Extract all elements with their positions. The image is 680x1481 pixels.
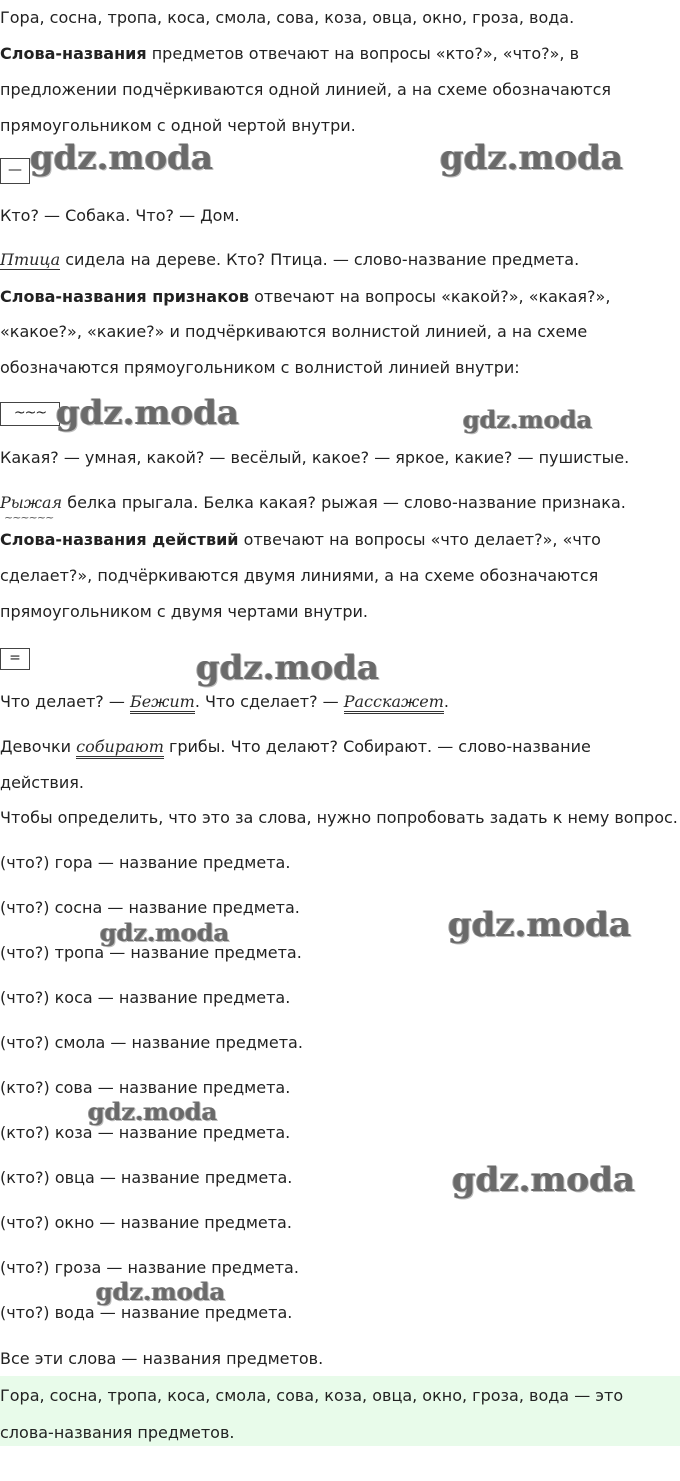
- bold-term: Слова-названия: [0, 44, 147, 63]
- answer-line: (что?) гора — название предмета.: [0, 853, 291, 872]
- final-answer-line: Гора, сосна, тропа, коса, смола, сова, коза, овца, окно, гроза, вода — это: [0, 1386, 624, 1405]
- example-text: белка прыгала. Белка какая? рыжая — слово-название признака.: [62, 493, 626, 512]
- example-text: сидела на дереве. Кто? Птица. — слово-название предмета.: [60, 250, 580, 269]
- rule-paragraph-line: прямоугольником с двумя чертами внутри.: [0, 602, 368, 621]
- answer-line: (кто?) коза — название предмета.: [0, 1123, 291, 1142]
- double-underlined-word: Бежит: [130, 692, 195, 714]
- underlined-word: Птица: [0, 250, 61, 269]
- rule-paragraph-line: сделает?», подчёркиваются двумя линиями, а на схеме обозначаются: [0, 566, 599, 585]
- final-answer-line: слова-названия предметов.: [0, 1423, 235, 1442]
- rule-text: предметов отвечают на вопросы «кто?», «что?», в: [146, 44, 580, 63]
- example-text: грибы. Что делают? Собирают. — слово-название: [163, 737, 591, 756]
- scheme-wavy-line-box: ~~~: [0, 402, 60, 426]
- rule-paragraph-line: [0, 530, 601, 550]
- exercise-words: Гора, сосна, тропа, коса, смола, сова, коза, овца, окно, гроза, вода.: [0, 8, 575, 27]
- rule-text: отвечают на вопросы «что делает?», «что: [238, 530, 601, 549]
- double-underlined-word: собирают: [76, 737, 164, 759]
- watermark-logo: gdz.moda: [463, 405, 593, 434]
- rule-paragraph-line: [0, 44, 579, 64]
- example-sentence: [0, 250, 579, 270]
- watermark-logo: gdz.moda: [100, 918, 230, 947]
- watermark-logo: gdz.moda: [448, 905, 632, 945]
- example-line: Какая? — умная, какой? — весёлый, какое? — яркое, какие? — пушистые.: [0, 448, 630, 467]
- answer-line: (что?) сосна — название предмета.: [0, 898, 300, 917]
- watermark-logo: gdz.moda: [452, 1160, 636, 1200]
- rule-paragraph-line: [0, 287, 610, 307]
- example-line: Кто? — Собака. Что? — Дом.: [0, 206, 240, 225]
- answer-line: (что?) вода — название предмета.: [0, 1303, 293, 1322]
- wavy-underlined-word: [0, 493, 63, 524]
- example-text: Девочки: [0, 737, 77, 756]
- example-sentence-cont: действия.: [0, 773, 84, 792]
- rule-paragraph-line: прямоугольником с одной чертой внутри.: [0, 116, 356, 135]
- rule-paragraph-line: «какое?», «какие?» и подчёркиваются волнистой линией, а на схеме: [0, 322, 588, 341]
- question-text: Что делает? —: [0, 692, 130, 711]
- answer-line: (что?) окно — название предмета.: [0, 1213, 292, 1232]
- rule-paragraph-line: обозначаются прямоугольником с волнистой линией внутри:: [0, 358, 520, 377]
- rule-paragraph-line: предложении подчёркиваются одной линией, а на схеме обозначаются: [0, 80, 612, 99]
- scheme-two-lines-box: =: [0, 648, 30, 670]
- answer-line: (кто?) сова — название предмета.: [0, 1078, 291, 1097]
- watermark-logo: gdz.moda: [88, 1097, 218, 1126]
- watermark-logo: gdz.moda: [30, 138, 214, 178]
- answer-line: (что?) смола — название предмета.: [0, 1033, 303, 1052]
- answer-line: (кто?) овца — название предмета.: [0, 1168, 293, 1187]
- rule-text: отвечают на вопросы «какой?», «какая?»,: [249, 287, 611, 306]
- answer-line: (что?) тропа — название предмета.: [0, 943, 302, 962]
- bold-term: Слова-названия действий: [0, 530, 239, 549]
- answer-line: (что?) гроза — название предмета.: [0, 1258, 299, 1277]
- instruction-line: Чтобы определить, что это за слова, нужно попробовать задать к нему вопрос.: [0, 808, 678, 827]
- period: .: [443, 692, 449, 711]
- watermark-logo: gdz.moda: [56, 393, 240, 433]
- example-sentence: [0, 737, 591, 757]
- word-text: Рыжая: [0, 493, 63, 512]
- answer-line: (что?) коса — название предмета.: [0, 988, 291, 1007]
- scheme-one-line-box: —: [0, 158, 30, 184]
- wavy-underline: ~~~~~~: [4, 511, 54, 524]
- bold-term: Слова-названия признаков: [0, 287, 250, 306]
- summary-line: Все эти слова — названия предметов.: [0, 1349, 324, 1368]
- watermark-logo: gdz.moda: [196, 648, 380, 688]
- double-underlined-word: Расскажет: [344, 692, 444, 714]
- example-line: [0, 692, 449, 712]
- question-text: . Что сделает? —: [194, 692, 344, 711]
- example-sentence: [0, 493, 626, 524]
- watermark-logo: gdz.moda: [96, 1277, 226, 1306]
- watermark-logo: gdz.moda: [440, 138, 624, 178]
